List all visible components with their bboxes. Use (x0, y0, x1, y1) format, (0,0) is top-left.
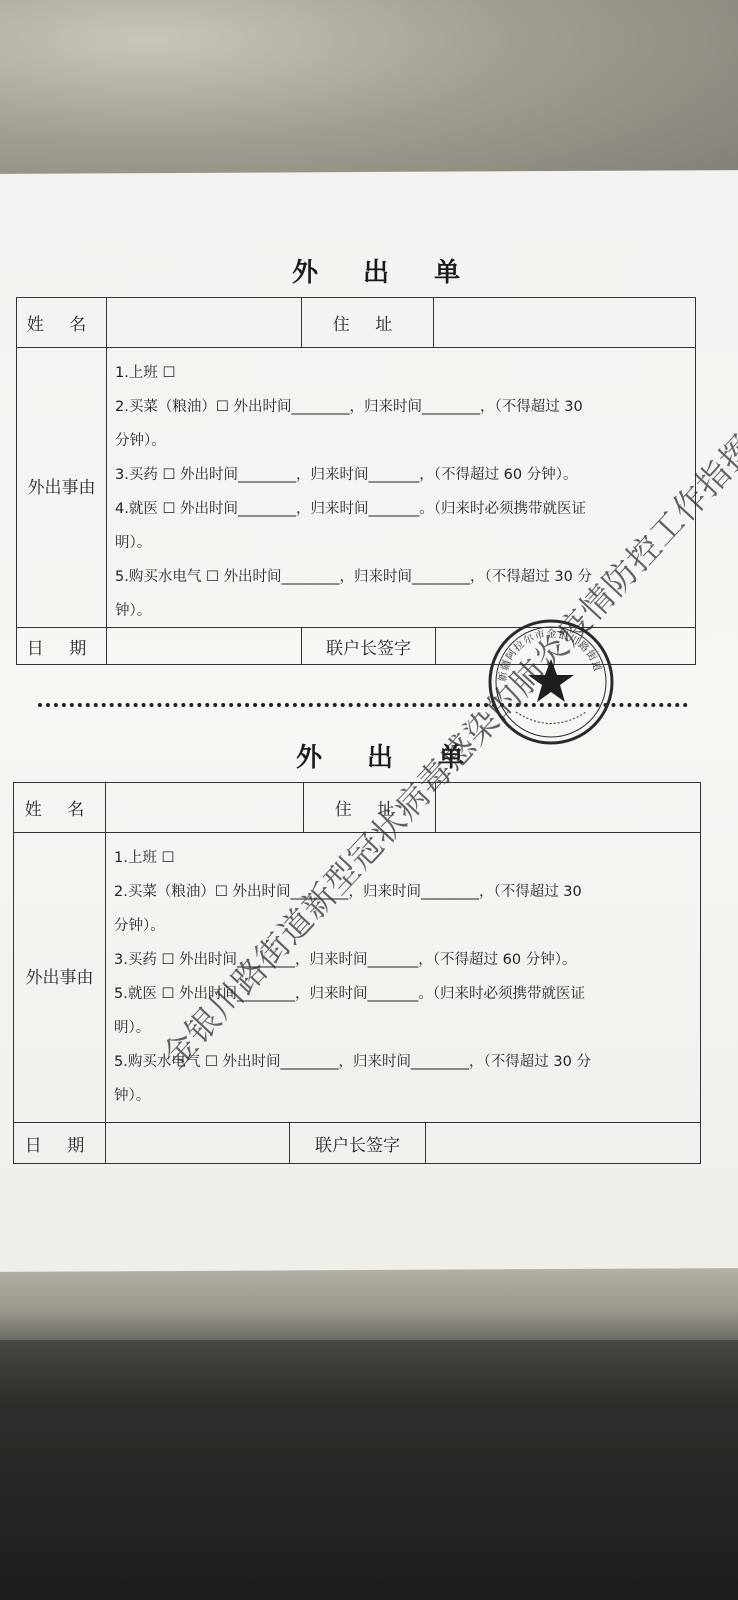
form1-line: 钟）。 (115, 603, 152, 619)
form1-line[interactable]: 4.就医 ☐ 外出时间________，归来时间_______。（归来时必须携带就医证 (115, 501, 587, 517)
form1-line[interactable]: 2.买菜（粮油）☐ 外出时间________，归来时间________，（不得超过 30 (115, 399, 583, 415)
background-shelf (0, 1262, 738, 1342)
seal-text: 新疆阿拉尔市金银川路街道 (497, 628, 603, 683)
form2-reason-options (106, 833, 700, 1122)
form2-line[interactable]: 2.买菜（粮油）☐ 外出时间________，归来时间________，（不得超过 30 (114, 884, 582, 900)
form1-line: 分钟）。 (115, 433, 166, 449)
form2-line[interactable]: 1.上班 ☐ (114, 850, 175, 866)
form2-address-field[interactable] (436, 783, 700, 832)
form1-line[interactable]: 3.买药 ☐ 外出时间________，归来时间_______，（不得超过 60 分钟）。 (115, 467, 578, 483)
form2-line: 钟）。 (114, 1088, 151, 1104)
form1-name-label: 姓 名 (17, 298, 107, 347)
form1-reason-label (17, 348, 107, 627)
form2-name-label: 姓 名 (14, 783, 106, 832)
form1-date-label: 日 期 (17, 628, 107, 664)
form2-line: 明）。 (114, 1020, 151, 1036)
form2-sign-label: 联户长签字 (290, 1123, 426, 1163)
form2-line[interactable]: 5.购买水电气 ☐ 外出时间________，归来时间________，（不得超过 30 分 (114, 1054, 591, 1070)
form2-date-label: 日 期 (14, 1123, 106, 1163)
form1-sign-label: 联户长签字 (302, 628, 436, 664)
form2-date-field[interactable] (106, 1123, 290, 1163)
form1-title: 外 出 单 (292, 258, 479, 288)
form1-line: 明）。 (115, 535, 152, 551)
form1-address-field[interactable] (434, 298, 695, 347)
form1-address-label: 住 址 (302, 298, 434, 347)
form1-date-field[interactable] (107, 628, 302, 664)
form2-address-label: 住 址 (304, 783, 436, 832)
form1-name-field[interactable] (107, 298, 302, 347)
form2-reason-text: 外出事由 (25, 967, 94, 988)
form2-reason-label (14, 833, 106, 1122)
form2-line[interactable]: 3.买药 ☐ 外出时间________，归来时间_______，（不得超过 60 分钟）。 (114, 952, 577, 968)
form1-row-name (17, 298, 695, 348)
form2-row-date (14, 1123, 700, 1163)
form2-line[interactable]: 5.就医 ☐ 外出时间________，归来时间_______。（归来时必须携带就医证 (114, 986, 586, 1002)
form1-reason-text: 外出事由 (27, 477, 96, 498)
form1-line[interactable]: 5.购买水电气 ☐ 外出时间________，归来时间________，（不得超过 30 分 (115, 569, 592, 585)
form2-name-field[interactable] (106, 783, 304, 832)
form2-title: 外 出 单 (296, 743, 483, 773)
form2-sign-field[interactable] (426, 1123, 700, 1163)
form2-line: 分钟）。 (114, 918, 165, 934)
form1-line[interactable]: 1.上班 ☐ (115, 365, 176, 381)
background-bottom (0, 1340, 738, 1600)
